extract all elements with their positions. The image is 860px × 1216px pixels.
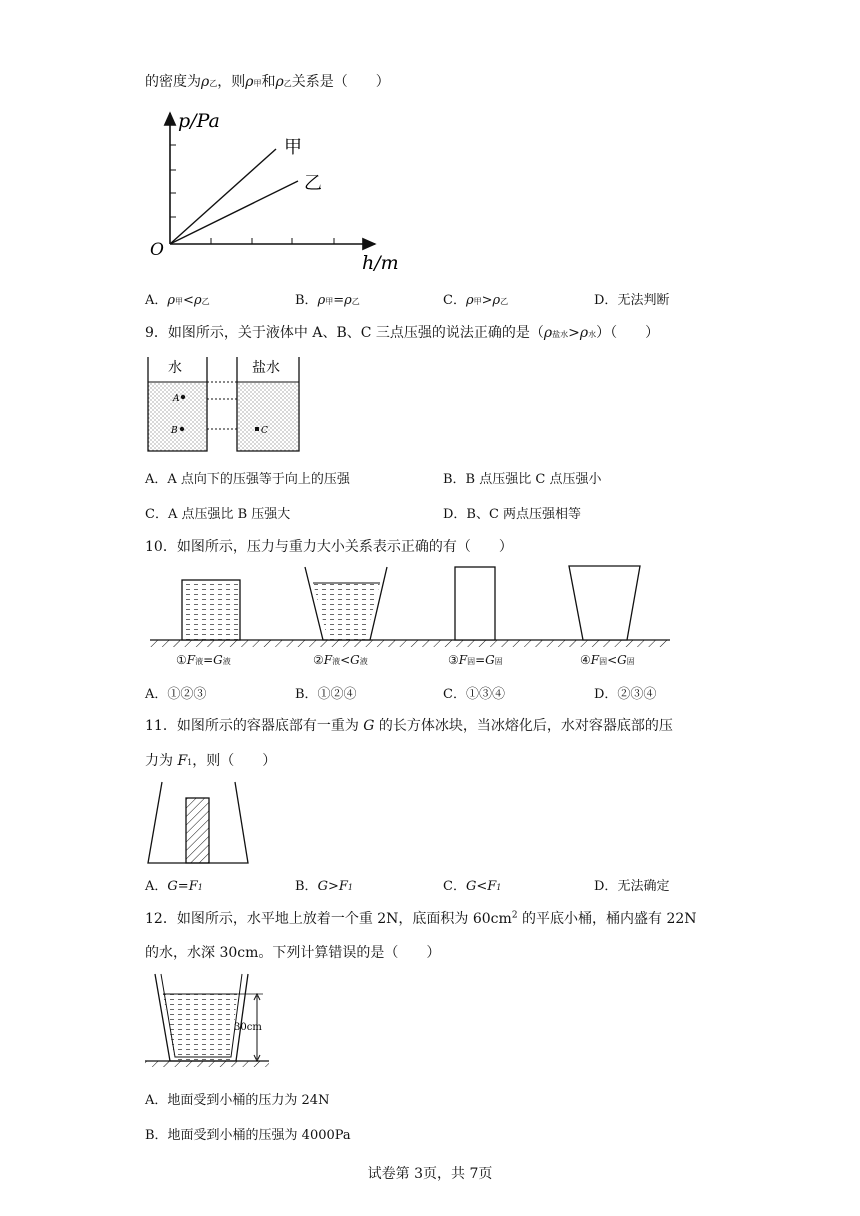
- q10-caption-2: ②F液<G液: [313, 653, 368, 667]
- q11-stem-line2: 力为 F1，则（ ）: [145, 753, 277, 769]
- q9-option-b[interactable]: B．B 点压强比 C 点压强小: [443, 472, 602, 487]
- line-yi: [170, 181, 298, 244]
- q10-stem: 10．如图所示，压力与重力大小关系表示正确的有（ ）: [145, 539, 513, 555]
- q9-option-a[interactable]: A．A 点向下的压强等于向上的压强: [145, 472, 350, 487]
- ground-hatch: [150, 640, 670, 647]
- q8-option-b[interactable]: B．ρ甲=ρ乙: [295, 293, 360, 308]
- point-b: [180, 427, 184, 431]
- x-axis-label: h/m: [362, 252, 399, 274]
- q10-caption-4: ④F固<G固: [580, 653, 635, 667]
- q12-stem-line1: 12．如图所示，水平地上放着一个重 2N，底面积为 $60cm^2$ 的平底小桶，桶内盛有 22N: [145, 910, 697, 927]
- line-jia: [170, 149, 276, 244]
- q12-option-b[interactable]: B．地面受到小桶的压强为 4000Pa: [145, 1128, 351, 1143]
- q9-stem: 9．如图所示，关于液体中 A、B、C 三点压强的说法正确的是（ρ盐水>ρ水）（ ）: [145, 325, 660, 341]
- q10-option-a[interactable]: A．①②③: [145, 687, 207, 702]
- figure3-solid: [455, 567, 495, 640]
- q11-option-d[interactable]: D．无法确定: [594, 879, 670, 894]
- point-c-label: C: [261, 426, 268, 436]
- line-jia-label: 甲: [284, 137, 302, 158]
- q8-option-d[interactable]: D．无法判断: [594, 293, 670, 308]
- q8-pressure-depth-graph: [140, 105, 420, 275]
- figure1-liquid: [182, 580, 240, 640]
- q8-stem: 的密度为ρ乙，则ρ甲和ρ乙关系是（ ）: [145, 74, 390, 90]
- y-axis-label: p/Pa: [178, 110, 220, 132]
- water-label: 水: [168, 360, 182, 376]
- q10-caption-3: ③F固=G固: [448, 653, 503, 667]
- depth-label: 30cm: [234, 1022, 262, 1033]
- q11-stem-line1: 11．如图所示的容器底部有一重为 G 的长方体冰块，当冰熔化后，水对容器底部的压: [145, 718, 673, 734]
- q9-option-c[interactable]: C．A 点压强比 B 压强大: [145, 507, 291, 522]
- q8-option-c[interactable]: C．ρ甲>ρ乙: [443, 293, 509, 308]
- q10-option-c[interactable]: C．①③④: [443, 687, 505, 702]
- q12-bucket-figure: [145, 972, 285, 1068]
- point-c: [255, 427, 259, 431]
- q10-caption-1: ①F液=G液: [176, 653, 231, 667]
- q10-option-d[interactable]: D．②③④: [594, 687, 657, 702]
- point-b-label: B: [171, 426, 178, 436]
- saltwater-liquid: [237, 382, 299, 451]
- line-yi-label: 乙: [304, 173, 322, 194]
- q10-option-b[interactable]: B．①②④: [295, 687, 357, 702]
- point-a: [181, 395, 185, 399]
- page-footer: 试卷第 3页，共 7页: [367, 1166, 493, 1182]
- q9-option-d[interactable]: D．B、C 两点压强相等: [443, 507, 582, 522]
- water-liquid: [148, 382, 207, 451]
- origin-label: O: [150, 240, 164, 260]
- q8-option-a[interactable]: A．ρ甲<ρ乙: [145, 293, 210, 308]
- q11-option-a[interactable]: A．G=F1: [145, 879, 203, 894]
- q11-option-b[interactable]: B．G>F1: [295, 879, 353, 894]
- figure2-liquid: [313, 583, 380, 640]
- q11-container-figure: [146, 780, 256, 865]
- ice-block: [186, 798, 209, 863]
- ground-hatch-q12: [145, 1061, 269, 1067]
- q11-option-c[interactable]: C．G<F1: [443, 879, 502, 894]
- q9-containers-figure: [146, 355, 306, 455]
- q12-stem-line2: 的水，水深 30cm。下列计算错误的是（ ）: [145, 945, 441, 961]
- q12-option-a[interactable]: A．地面受到小桶的压力为 24N: [145, 1093, 330, 1108]
- saltwater-label: 盐水: [252, 360, 280, 376]
- point-a-label: A: [173, 394, 180, 404]
- figure4-solid: [569, 566, 640, 640]
